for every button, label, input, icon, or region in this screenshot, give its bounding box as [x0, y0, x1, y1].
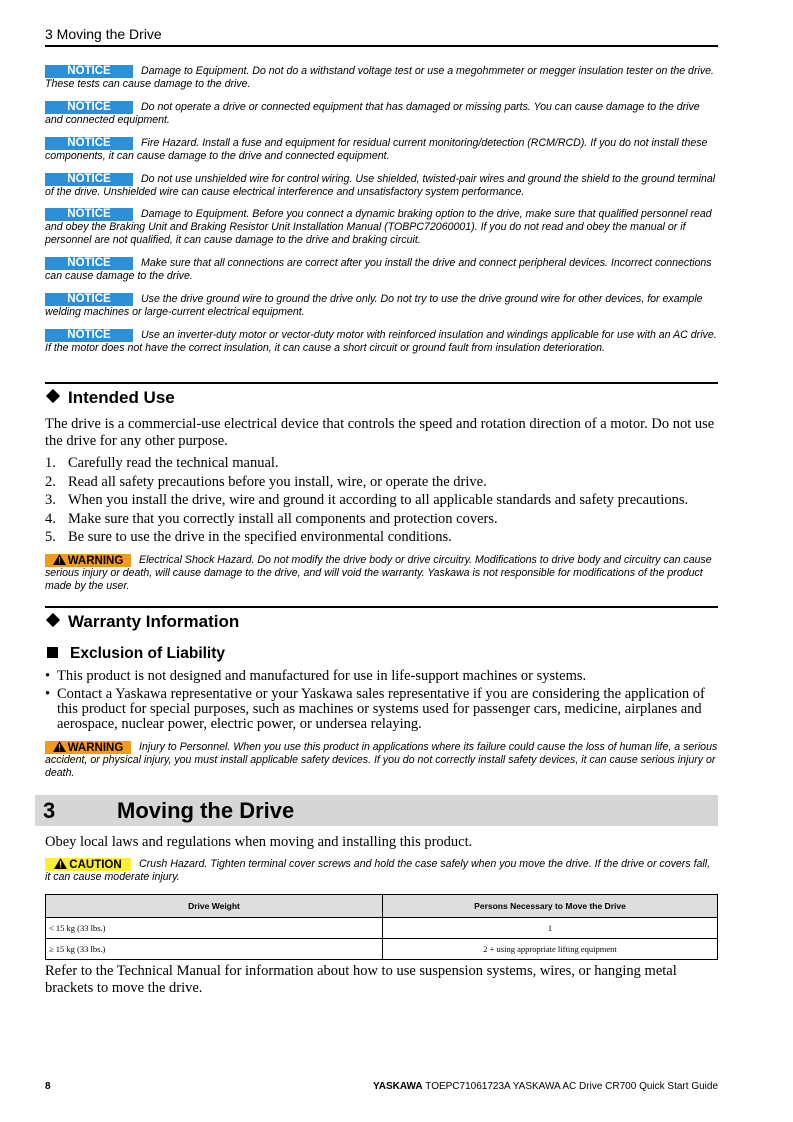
caution-triangle-icon: [54, 858, 67, 869]
notice-badge: NOTICE: [45, 137, 133, 150]
notice-text: Damage to Equipment. Do not do a withstand voltage test or use a megohmmeter or megger insulation tester on the drive. These tests can cause damage to the drive.: [45, 65, 714, 90]
warning-text: Injury to Personnel. When you use this product in applications where its failure could cause the loss of human life, a serious accident, or physical injury, you must install applicable safety devices. If you do not correctly install safety devices, it can cause serious injury or death.: [45, 741, 718, 779]
list-text: Read all safety precautions before you install, wire, or operate the drive.: [68, 473, 487, 490]
table-row: [46, 939, 718, 960]
warning-text: Electrical Shock Hazard. Do not modify the drive body or drive circuitry. Modifications to drive body and circuitry can cause serious injury or death, will cause damage to the drive, and will void the warranty. Yaskawa is not responsible for modifications of the product made by the user.: [45, 554, 712, 592]
list-number: 5.: [45, 529, 56, 545]
notice-badge: NOTICE: [45, 173, 133, 186]
caution-block: [45, 858, 718, 884]
chapter-intro: Obey local laws and regulations when moving and installing this product.: [45, 834, 473, 850]
bullet-dot: •: [45, 686, 51, 702]
table-cell: 1: [383, 918, 718, 939]
list-item: [45, 528, 718, 547]
list-text: Make sure that you correctly install all components and protection covers.: [68, 510, 498, 527]
exclusion-heading: [45, 645, 225, 663]
square-bullet-icon: [47, 647, 58, 658]
warning-triangle-icon: [53, 554, 66, 565]
section-divider: [45, 382, 718, 384]
notice-text: Make sure that all connections are correct after you install the drive and connect peripheral devices. Incorrect connections can cause damage to the drive.: [45, 257, 712, 282]
list-item: [45, 454, 718, 473]
notice-text: Use an inverter-duty motor or vector-duty motor with reinforced insulation and windings applicable for use with an AC drive. If the motor does not have the correct insulation, it can cause a short circuit or ground fault from insulation deterioration.: [45, 329, 717, 354]
page-footer: [45, 1080, 718, 1094]
warranty-heading: [45, 612, 239, 632]
list-number: 1.: [45, 455, 56, 471]
intended-use-intro: The drive is a commercial-use electrical device that controls the speed and rotation direction of a motor. Do not use the drive for any other purpose.: [45, 416, 715, 449]
page-number: 8: [45, 1081, 51, 1092]
warranty-heading-text: Warranty Information: [68, 612, 240, 631]
column-header: Drive Weight: [46, 895, 383, 918]
table-cell: ≥ 15 kg (33 lbs.): [46, 939, 383, 960]
notice-badge: NOTICE: [45, 208, 133, 221]
list-text: Contact a Yaskawa representative or your Yaskawa sales representative if you are considering the application of this product for special purposes, such as machines or systems used for passenger cars, medicine, airplanes and aerospace, nuclear power, electric power, or undersea relaying.: [57, 686, 705, 732]
intended-use-steps: [45, 454, 718, 547]
table-cell: < 15 kg (33 lbs.): [46, 918, 383, 939]
notice-block: [45, 208, 718, 247]
running-header: 3 Moving the Drive: [45, 25, 718, 47]
list-item: [45, 491, 718, 510]
warning-block: [45, 554, 718, 593]
notice-block: [45, 329, 718, 355]
list-item: [45, 510, 718, 529]
chapter-title: Moving the Drive: [117, 798, 295, 823]
diamond-bullet-icon: [46, 613, 60, 627]
warning-badge: [45, 741, 131, 754]
footer-doc-title: [373, 1080, 718, 1094]
bullet-dot: •: [45, 668, 51, 684]
list-text: Carefully read the technical manual.: [68, 455, 279, 471]
notice-block: [45, 65, 718, 91]
exclusion-heading-text: Exclusion of Liability: [70, 645, 226, 662]
list-number: 3.: [45, 492, 56, 508]
list-text: When you install the drive, wire and ground it according to all applicable standards and safety precautions.: [68, 492, 689, 508]
notice-badge: NOTICE: [45, 329, 133, 342]
list-number: 4.: [45, 510, 56, 527]
drive-weight-table: [45, 894, 718, 960]
notice-text: Damage to Equipment. Before you connect a dynamic braking option to the drive, make sure that qualified personnel read and obey the Braking Unit and Braking Resistor Unit Installation Manual (TOBPC72060001). If you do not read and obey the manual or if personnel are not qualified, it can cause damage to the drive and braking circuit.: [45, 208, 712, 246]
caution-badge: [45, 858, 131, 871]
warning-badge: [45, 554, 131, 567]
notice-text: Fire Hazard. Install a fuse and equipment for residual current monitoring/detection (RCM/RCD). If you do not install these components, it can cause damage to the drive and connected equipment.: [45, 137, 708, 162]
chapter-number: 3: [43, 798, 56, 823]
list-text: This product is not designed and manufactured for use in life-support machines or systems.: [57, 668, 587, 684]
footer-brand: YASKAWA: [373, 1081, 423, 1092]
notice-block: [45, 293, 718, 319]
diamond-bullet-icon: [46, 389, 60, 403]
notice-text: Do not operate a drive or connected equipment that has damaged or missing parts. You can cause damage to the drive and connected equipment.: [45, 101, 700, 126]
list-item: [45, 669, 718, 684]
intended-use-heading: [45, 388, 175, 408]
notice-badge: NOTICE: [45, 65, 133, 78]
warning-label: WARNING: [67, 742, 124, 754]
list-number: 2.: [45, 473, 56, 490]
notice-text: Do not use unshielded wire for control wiring. Use shielded, twisted-pair wires and ground the shield to the ground terminal of the drive. Unshielded wire can cause electrical interference and unsatisfactory system performance.: [45, 173, 716, 198]
footer-title-text: TOEPC71061723A YASKAWA AC Drive CR700 Quick Start Guide: [425, 1081, 718, 1092]
chapter-heading-bar: [35, 795, 718, 826]
notice-block: [45, 257, 718, 283]
notice-badge: NOTICE: [45, 293, 133, 306]
list-item: [45, 687, 718, 732]
section-divider: [45, 606, 718, 608]
table-cell: 2 + using appropriate lifting equipment: [383, 939, 718, 960]
list-item: [45, 473, 718, 492]
caution-text: Crush Hazard. Tighten terminal cover screws and hold the case safely when you move the drive. If the drive or covers fall, it can cause moderate injury.: [45, 858, 711, 883]
notice-block: [45, 101, 718, 127]
chapter-outro: Refer to the Technical Manual for information about how to use suspension systems, wires, or hanging metal brackets to move the drive.: [45, 963, 677, 996]
caution-label: CAUTION: [69, 859, 122, 871]
notice-text: Use the drive ground wire to ground the drive only. Do not try to use the drive ground wire for other devices, for example welding machines or large-current electrical equipment.: [45, 293, 703, 318]
column-header: Persons Necessary to Move the Drive: [383, 895, 718, 918]
notice-block: [45, 137, 718, 163]
notice-badge: NOTICE: [45, 101, 133, 114]
warning-block: [45, 741, 718, 780]
list-text: Be sure to use the drive in the specified environmental conditions.: [68, 529, 452, 545]
table-header-row: [46, 895, 718, 918]
warning-label: WARNING: [67, 555, 124, 567]
notice-badge: NOTICE: [45, 257, 133, 270]
intended-use-heading-text: Intended Use: [68, 388, 175, 407]
table-row: [46, 918, 718, 939]
warning-triangle-icon: [53, 741, 66, 752]
notice-block: [45, 173, 718, 199]
warranty-bullets: [45, 669, 718, 735]
